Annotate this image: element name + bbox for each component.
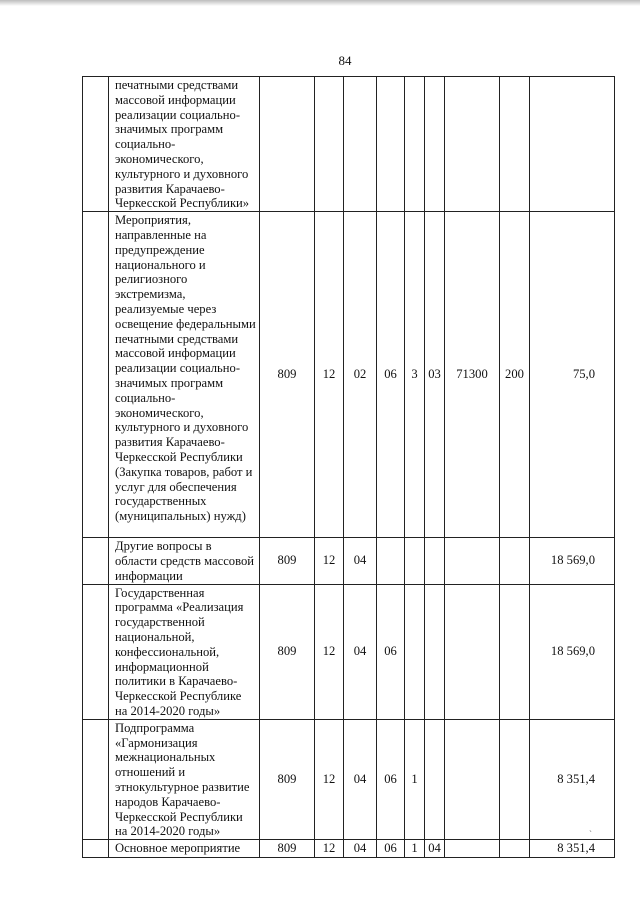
expense-type-code [500, 584, 530, 719]
empty-cell [83, 719, 109, 839]
amount: 18 569,0 [530, 584, 615, 719]
section-code: 12 [315, 212, 344, 538]
expense-type-code [500, 840, 530, 858]
direction-code [445, 77, 500, 212]
subsection-code: 04 [344, 840, 377, 858]
section-code: 12 [315, 584, 344, 719]
direction-code [445, 584, 500, 719]
section-code: 12 [315, 840, 344, 858]
direction-code [445, 840, 500, 858]
main-event-code [425, 584, 445, 719]
ministry-code: 809 [260, 840, 315, 858]
program-code [377, 538, 405, 584]
empty-cell [83, 212, 109, 538]
program-code: 06 [377, 212, 405, 538]
subsection-code: 02 [344, 212, 377, 538]
item-name: печатными средствами массовой информации реализации социально-значимых программ социально-экономического, культурного и духовного развития Карачаево-Черкесской Республики» [109, 77, 260, 212]
ministry-code: 809 [260, 538, 315, 584]
table-row [83, 840, 615, 858]
table-row [83, 719, 615, 839]
item-name: Государственная программа «Реализация государственной национальной, конфессиональной, информационной политики в Карачаево-Черкесской Республике на 2014-2020 годы» [109, 584, 260, 719]
amount [530, 77, 615, 212]
ministry-code: 809 [260, 212, 315, 538]
program-code: 06 [377, 719, 405, 839]
amount: 8 351,4 [530, 719, 615, 839]
subsection-code: 04 [344, 719, 377, 839]
direction-code: 71300 [445, 212, 500, 538]
subprogram-code: 1 [405, 840, 425, 858]
item-name: Подпрограмма «Гармонизация межнациональных отношений и этнокультурное развитие народов Карачаево-Черкесской Республики на 2014-2020 годы» [109, 719, 260, 839]
subsection-code [344, 77, 377, 212]
main-event-code: 03 [425, 212, 445, 538]
budget-table [82, 76, 615, 858]
item-name: Другие вопросы в области средств массовой информации [109, 538, 260, 584]
subprogram-code [405, 584, 425, 719]
main-event-code: 04 [425, 840, 445, 858]
subprogram-code: 1 [405, 719, 425, 839]
direction-code [445, 538, 500, 584]
scan-top-edge [0, 0, 640, 6]
section-code: 12 [315, 538, 344, 584]
empty-cell [83, 538, 109, 584]
subsection-code: 04 [344, 538, 377, 584]
program-code [377, 77, 405, 212]
empty-cell [83, 77, 109, 212]
amount: 8 351,4 [530, 840, 615, 858]
ministry-code: 809 [260, 584, 315, 719]
main-event-code [425, 77, 445, 212]
section-code [315, 77, 344, 212]
expense-type-code: 200 [500, 212, 530, 538]
subprogram-code: 3 [405, 212, 425, 538]
table-row [83, 584, 615, 719]
subprogram-code [405, 538, 425, 584]
direction-code [445, 719, 500, 839]
expense-type-code [500, 538, 530, 584]
empty-cell [83, 840, 109, 858]
subsection-code: 04 [344, 584, 377, 719]
empty-cell [83, 584, 109, 719]
program-code: 06 [377, 584, 405, 719]
table-row [83, 77, 615, 212]
item-name: Мероприятия, направленные на предупреждение национального и религиозного экстремизма, реализуемые через освещение федеральными печатными средствами массовой информации реализации социально-значимых программ социально-экономического, культурного и духовного развития Карачаево-Черкесской Республики (Закупка товаров, работ и услуг для обеспечения государственных (муниципальных) нужд) [109, 212, 260, 538]
amount: 75,0 [530, 212, 615, 538]
main-event-code [425, 538, 445, 584]
table-row [83, 212, 615, 538]
section-code: 12 [315, 719, 344, 839]
amount: 18 569,0 [530, 538, 615, 584]
expense-type-code [500, 77, 530, 212]
scan-speck: ˎ [589, 822, 592, 832]
item-name: Основное мероприятие [109, 840, 260, 858]
ministry-code [260, 77, 315, 212]
ministry-code: 809 [260, 719, 315, 839]
program-code: 06 [377, 840, 405, 858]
table-row [83, 538, 615, 584]
main-event-code [425, 719, 445, 839]
page-number: 84 [338, 53, 352, 68]
subprogram-code [405, 77, 425, 212]
expense-type-code [500, 719, 530, 839]
